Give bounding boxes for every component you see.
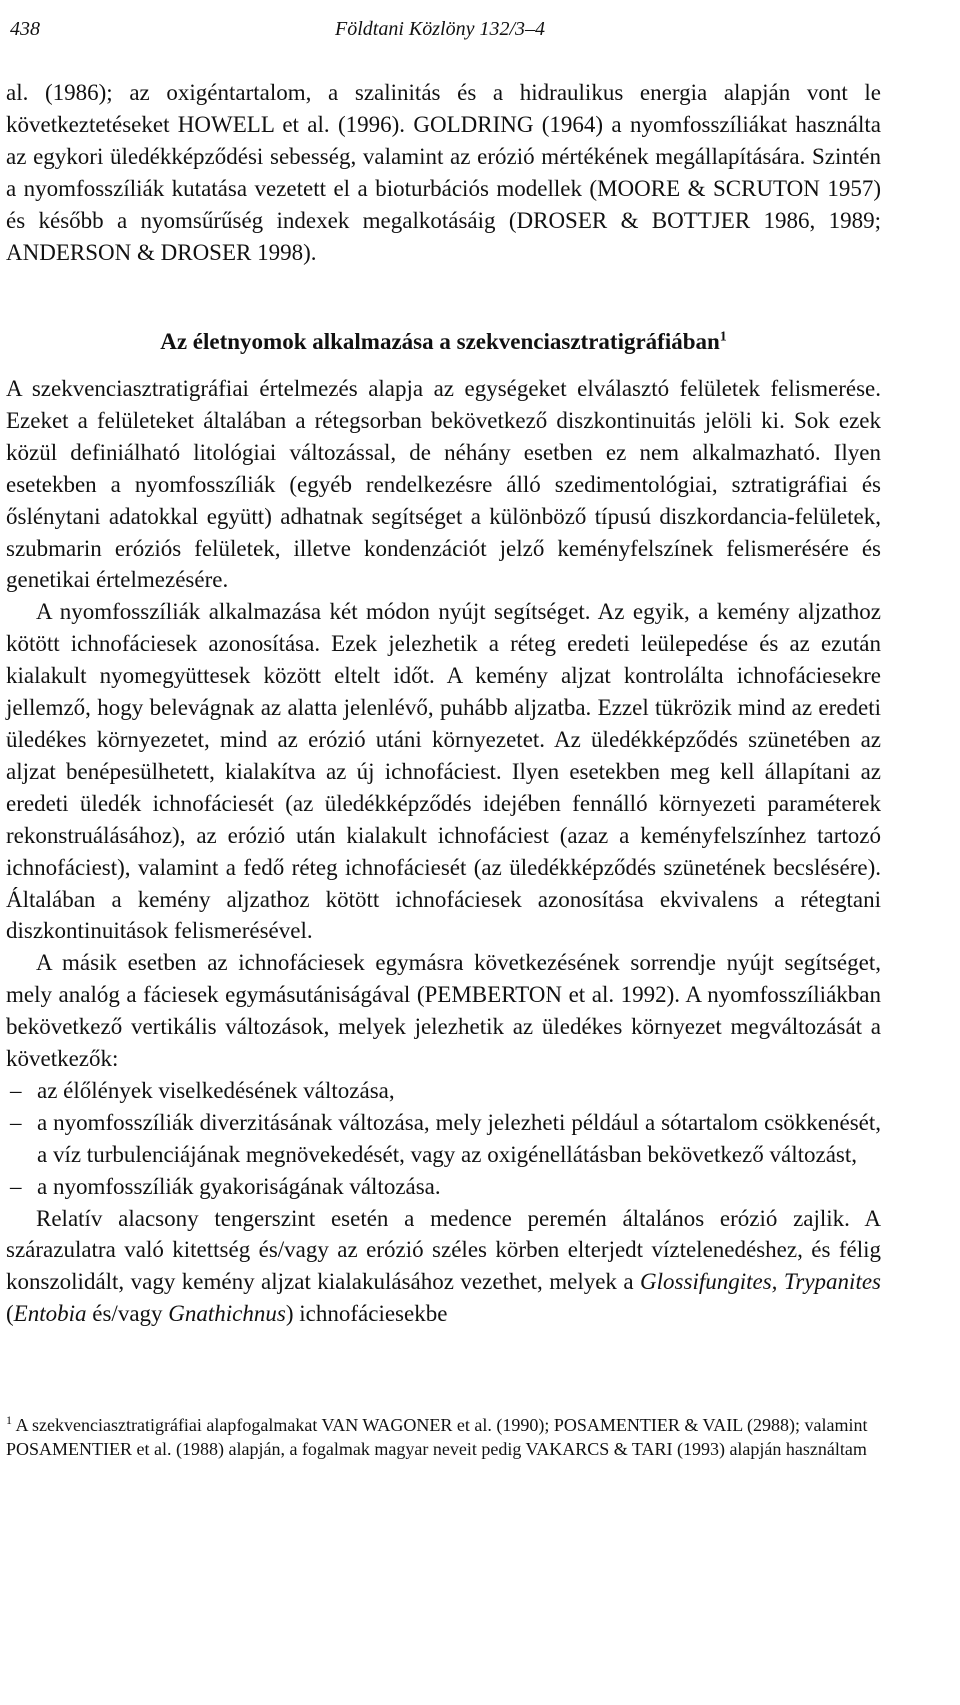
paren-open: (	[6, 1301, 14, 1327]
section-body	[6, 373, 881, 1330]
list-item	[6, 1107, 881, 1171]
list-item-text: a nyomfosszíliák gyakoriságának változása.	[37, 1173, 441, 1199]
paragraph-2: A szekvenciasztratigráfiai értelmezés alapja az egységeket elválasztó felületek felismerése. Ezeket a felületeket általában a rétegsorban bekövetkező diszkontinuitás jelöli ki. Sok ezek közül definiálható litológiai változással, de néhány esetben ez nem alkalmazható. Ilyen esetekben a nyomfosszíliák (egyéb rendelkezésre álló szedimentológiai, sztratigráfiai és őslénytani adatokkal együtt) adhatnak segítséget a különböző típusú diszkordancia-felületek, szubmarin eróziós felületek, illetve kondenzációt jelző keményfelszínek felismerésére és genetikai értelmezésére.	[6, 376, 881, 593]
intro-text	[6, 77, 881, 268]
section-heading-text: Az életnyomok alkalmazása a szekvenciasztratigráfiában	[160, 329, 720, 354]
paragraph-5-text: Relatív alacsony tengerszint esetén a medence peremén általános erózió zajlik. A szárazulatra való kitettség és/vagy az erózió széles körben elterjedt víztelenedéshez, és félig konszolidált, vagy kemény aljzat kialakulásához vezethet, melyek a	[6, 1205, 881, 1295]
list-item	[6, 1075, 881, 1107]
paragraph-4: A másik esetben az ichnofáciesek egymásra következésének sorrendje nyújt segítséget, mely analóg a fáciesek egymásutániságával (PEMBERTON et al. 1992). A nyomfosszíliákban bekövetkező vertikális változások, melyek jelezhetik az üledékes környezet megváltozását a következők:	[6, 950, 881, 1072]
paren-close: )	[285, 1301, 294, 1327]
taxon-gnathichnus: Gnathichnus	[168, 1301, 286, 1327]
footnote	[6, 1413, 886, 1461]
footnote-number: 1	[6, 1413, 12, 1427]
list-item-text: az élőlények viselkedésének változása,	[37, 1077, 395, 1103]
paragraph-5-end: ichnofáciesekbe	[293, 1301, 448, 1327]
list-dash: –	[10, 1109, 22, 1135]
paragraph-intro: al. (1986); az oxigéntartalom, a szalinitás és a hidraulikus energia alapján vont le következtetéseket HOWELL et al. (1996). GOLDRING (1964) a nyomfosszíliákat használta az egykori üledékképződési sebesség, valamint az erózió mértékének megállapítására. Szintén a nyomfosszíliák kutatása vezetett el a bioturbációs modellek (MOORE & SCRUTON 1957) és később a nyomsűrűség indexek megalkotásáig (DROSER & BOTTJER 1986, 1989; ANDERSON & DROSER 1998).	[6, 80, 881, 265]
footnote-text: A szekvenciasztratigráfiai alapfogalmakat VAN WAGONER et al. (1990); POSAMENTIER & VAIL (2988); valamint POSAMENTIER et al. (1988) alapján, a fogalmak magyar neveit pedig VAKARCS & TARI (1993) alapján használtam	[6, 1415, 868, 1459]
page-number: 438	[10, 18, 40, 40]
paragraph-3: A nyomfosszíliák alkalmazása két módon nyújt segítséget. Az egyik, a kemény aljzathoz kötött ichnofáciesek azonosítása. Ezek jelezhetik a réteg eredeti leülepedése és az ezután kialakult nyomegyüttesek között eltelt időt. A kemény aljzat kontrolálta ichnofáciesekre jellemző, hogy belevágnak az alatta jelenlévő, puhább aljzatba. Ezzel tükrözik mind az eredeti üledékes környezetet, mind az erózió utáni környezetet. Az üledékképződés szünetében az aljzat benépesülhetett, kialakítva az új ichnofáciest. Ilyen esetekben meg kell állapítani az eredeti üledék ichnofáciesét (az üledékképződés idejében fennálló környezeti paraméterek rekonstruálásához), az erózió után kialakult ichnofáciest (azaz a keményfelszínhez tartozó ichnofáciest), valamint a fedő réteg ichnofáciesét (az üledékképződés szünetének becslésére). Általában a kemény aljzathoz kötött ichnofáciesek azonosítása ekvivalens a rétegtani diszkontinuitások felismerésével.	[6, 599, 881, 944]
conjunction-text: és/vagy	[86, 1301, 169, 1327]
list-dash: –	[10, 1173, 22, 1199]
heading-footnote-ref: 1	[719, 329, 727, 345]
paragraph-5	[6, 1203, 881, 1331]
section-heading	[6, 326, 881, 358]
taxon-entobia: Entobia	[13, 1301, 87, 1327]
list-item-text: a nyomfosszíliák diverzitásának változása, mely jelezheti például a sótartalom csökkenését, a víz turbulenciájának megnövekedését, vagy az oxigénellátásban bekövetkező változást,	[37, 1109, 881, 1167]
journal-title: Földtani Közlöny 132/3–4	[335, 18, 545, 40]
list-dash: –	[10, 1077, 22, 1103]
list-item	[6, 1171, 881, 1203]
taxon-glossifungites-trypanites: Glossifungites, Trypanites	[640, 1269, 881, 1295]
running-header	[10, 14, 870, 48]
